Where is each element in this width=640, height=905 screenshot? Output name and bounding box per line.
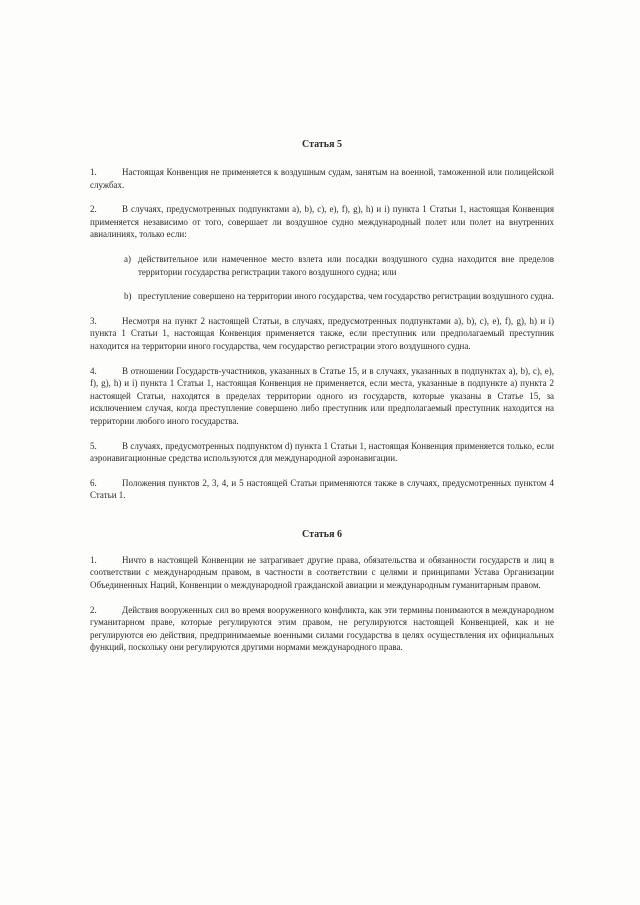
article-5-paragraph-2	[90, 203, 554, 241]
article-5-paragraph-5	[90, 440, 554, 465]
article-5-subitem-b	[90, 290, 554, 303]
paragraph-text: Положения пунктов 2, 3, 4, и 5 настоящей Статьи применяются также в случаях, предусмотренных пунктом 4 Статьи 1.	[90, 477, 554, 501]
article-5-paragraph-6	[90, 477, 554, 502]
paragraph-text: В случаях, предусмотренных подпунктом d) пункта 1 Статьи 1, настоящая Конвенция применяется только, если аэронавигационные средства используются для международной аэронавигации.	[90, 440, 554, 464]
paragraph-number: 2.	[90, 604, 97, 615]
document-content	[90, 138, 554, 654]
paragraph-number: 3.	[90, 315, 97, 326]
article-5-subitem-a	[90, 253, 554, 278]
paragraph-number: 6.	[90, 477, 97, 488]
paragraph-text: Настоящая Конвенция не применяется к воздушным судам, занятым на военной, таможенной или полицейской службах.	[90, 167, 554, 190]
paragraph-text: В отношении Государств-участников, указанных в Статье 15, и в случаях, указанных в подпунктах a), b), c), e), f), g), h) и i) пункта 1 Статьи 1, настоящая Конвенция не применяется, если места, указанные в подпункте a) пункта 2 настоящей Статьи, находятся в пределах территории одного из государств, которые указаны в Статье 15, за исключением случая, когда преступление совершено либо преступник или предполагаемый преступник находится на территории любого иного государства.	[90, 365, 554, 426]
article-5-paragraph-4	[90, 365, 554, 428]
paragraph-number: 1.	[90, 554, 97, 565]
article-6-heading: Статья 6	[302, 528, 342, 540]
subitem-text: действительное или намеченное место взлета или посадки воздушного судна находится вне пределов территории государства регистрации такого воздушного судна; или	[138, 253, 554, 277]
subitem-marker: b)	[124, 291, 132, 302]
paragraph-number: 5.	[90, 440, 97, 451]
paragraph-number: 4.	[90, 365, 97, 376]
paragraph-text: Несмотря на пункт 2 настоящей Статьи, в случаях, предусмотренных подпунктами a), b), c), e), f), g), h) и i) пункта 1 Статьи 1, настоящая Конвенция применяется также, если преступник или предполагаемый преступник находится на территории иного государства, чем государство регистрации этого воздушного судна.	[90, 315, 554, 351]
paragraph-text: Ничто в настоящей Конвенции не затрагивает другие права, обязательства и обязанности государств и лиц в соответствии с международным правом, в частности в соответствии с целями и принципами Устава Организации Объединенных Наций, Конвенции о международной гражданской авиации и международным гуманитарным правом.	[90, 554, 554, 591]
article-5-paragraph-3	[90, 315, 554, 353]
paragraph-text: В случаях, предусмотренных подпунктами a), b), c), e), f), g), h) и i) пункта 1 Статьи 1, настоящая Конвенция применяется независимо от того, совершает ли воздушное судно международный полет или полет на внутренних авиалиниях, только если:	[90, 204, 554, 240]
article-6-paragraph-2	[90, 604, 554, 654]
paragraph-number: 1.	[90, 167, 97, 177]
subitem-marker: a)	[124, 253, 131, 264]
subitem-text: преступление совершено на территории иного государства, чем государство регистрации воздушного судна.	[138, 291, 554, 302]
article-6-paragraph-1	[90, 554, 554, 592]
paragraph-text: Действия вооруженных сил во время вооруженного конфликта, как эти термины понимаются в международном гуманитарном праве, которые регулируются этим правом, не регулируются настоящей Конвенцией, как и не регулируются ею действия, предпринимаемые военными силами государства в целях осуществления их официальных функций, поскольку они регулируются другими нормами международного права.	[90, 604, 554, 653]
article-5-heading: Статья 5	[302, 139, 342, 150]
article-5-paragraph-1	[90, 166, 554, 191]
paragraph-number: 2.	[90, 204, 97, 215]
